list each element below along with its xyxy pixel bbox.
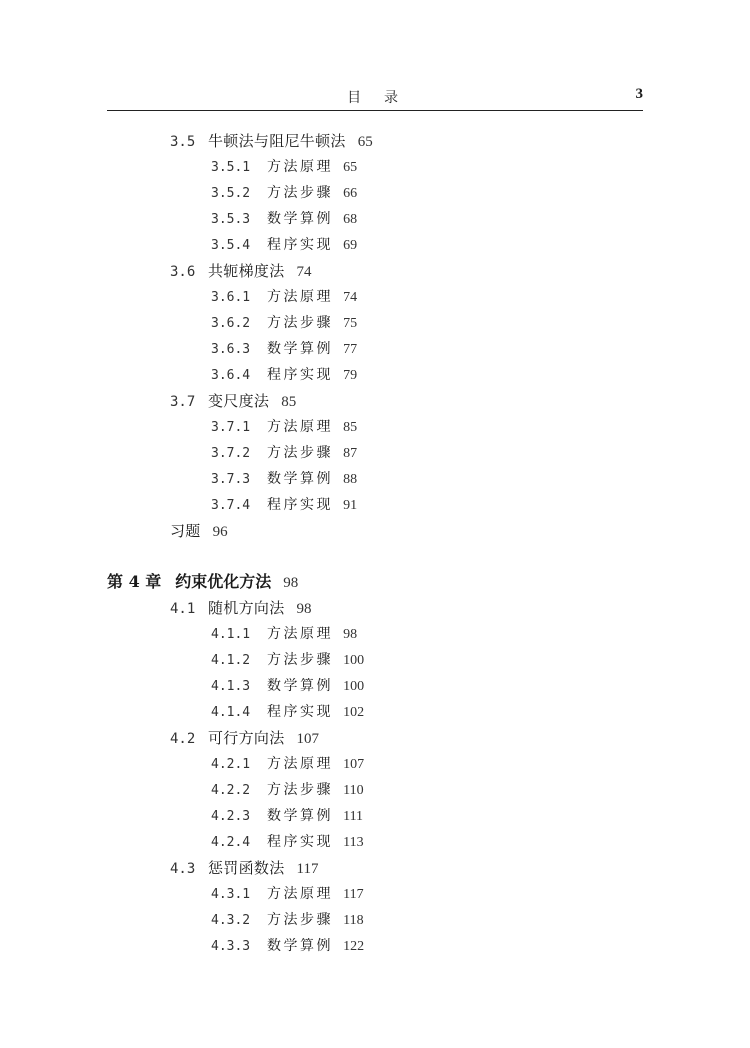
page-ref: 96 — [212, 524, 228, 540]
subsection-title: 方法原理 — [267, 289, 334, 305]
subsection-number: 4.3.2 — [211, 913, 251, 928]
subsection-title: 数学算例 — [267, 938, 334, 954]
section-number: 4.2 — [170, 731, 196, 747]
toc-entry-3-6-2[interactable] — [211, 310, 357, 336]
toc-entry-3-5-3[interactable] — [211, 206, 357, 232]
toc-entry-4-2-3[interactable] — [211, 803, 363, 829]
toc-entry-3-5-4[interactable] — [211, 232, 357, 258]
page-ref: 75 — [343, 316, 358, 331]
subsection-number: 4.2.1 — [211, 757, 251, 772]
subsection-title: 数学算例 — [267, 471, 334, 487]
subsection-number: 3.5.3 — [211, 212, 251, 227]
page-ref: 100 — [343, 679, 365, 694]
page-ref: 69 — [343, 238, 358, 253]
page-ref: 98 — [296, 601, 312, 617]
page-ref: 122 — [343, 939, 365, 954]
toc-entry-3-5-2[interactable] — [211, 180, 357, 206]
section-number: 4.1 — [170, 601, 196, 617]
page-ref: 111 — [343, 809, 364, 824]
subsection-number: 3.7.1 — [211, 420, 251, 435]
page-ref: 98 — [343, 627, 358, 642]
page-ref: 88 — [343, 472, 358, 487]
page-ref: 65 — [357, 134, 373, 150]
toc-entry-3-6-1[interactable] — [211, 284, 357, 310]
subsection-number: 4.1.4 — [211, 705, 251, 720]
page-ref: 87 — [343, 446, 358, 461]
subsection-title: 程序实现 — [267, 367, 334, 383]
page-ref: 91 — [343, 498, 358, 513]
subsection-number: 4.2.3 — [211, 809, 251, 824]
toc-entry-4-2-2[interactable] — [211, 777, 364, 803]
toc-entry-4-1[interactable] — [170, 595, 312, 621]
subsection-title: 方法原理 — [267, 419, 334, 435]
subsection-number: 4.1.2 — [211, 653, 251, 668]
subsection-title: 方法步骤 — [267, 912, 334, 928]
toc-entry-4-3-2[interactable] — [211, 907, 364, 933]
subsection-title: 程序实现 — [267, 497, 334, 513]
subsection-number: 3.7.4 — [211, 498, 251, 513]
subsection-number: 3.5.2 — [211, 186, 251, 201]
section-title: 共轭梯度法 — [208, 262, 285, 280]
subsection-number: 3.6.4 — [211, 368, 251, 383]
chapter-title: 约束优化方法 — [175, 572, 272, 591]
section-title: 惩罚函数法 — [208, 859, 285, 877]
page-ref: 98 — [283, 575, 299, 591]
running-header — [107, 86, 643, 111]
toc-entry-4-2-1[interactable] — [211, 751, 364, 777]
section-title: 牛顿法与阻尼牛顿法 — [208, 132, 346, 150]
toc-entry-chapter-4[interactable] — [107, 569, 298, 595]
subsection-title: 数学算例 — [267, 211, 334, 227]
subsection-title: 方法步骤 — [267, 185, 334, 201]
subsection-number: 3.6.1 — [211, 290, 251, 305]
section-title: 可行方向法 — [208, 729, 285, 747]
page-ref: 102 — [343, 705, 365, 720]
header-title — [107, 87, 643, 107]
exercises-title: 习题 — [170, 522, 201, 540]
section-number: 3.7 — [170, 394, 196, 410]
subsection-number: 3.5.1 — [211, 160, 251, 175]
subsection-title: 程序实现 — [267, 834, 334, 850]
page-ref: 117 — [343, 887, 364, 902]
page-ref: 107 — [296, 731, 320, 747]
section-number: 4.3 — [170, 861, 196, 877]
subsection-title: 方法步骤 — [267, 315, 334, 331]
toc-entry-exercises[interactable] — [170, 518, 228, 544]
toc-entry-3-7-3[interactable] — [211, 466, 357, 492]
header-page-number: 3 — [635, 86, 643, 102]
subsection-title: 数学算例 — [267, 678, 334, 694]
subsection-title: 方法原理 — [267, 756, 334, 772]
page-ref: 79 — [343, 368, 358, 383]
subsection-title: 程序实现 — [267, 237, 334, 253]
subsection-number: 4.1.1 — [211, 627, 251, 642]
section-number: 3.5 — [170, 134, 196, 150]
page-ref: 77 — [343, 342, 358, 357]
page-ref: 74 — [343, 290, 358, 305]
toc-entry-3-6[interactable] — [170, 258, 312, 284]
toc-entry-3-7-1[interactable] — [211, 414, 357, 440]
section-title: 随机方向法 — [208, 599, 285, 617]
page-ref: 85 — [281, 394, 297, 410]
subsection-number: 3.6.3 — [211, 342, 251, 357]
page-ref: 107 — [343, 757, 365, 772]
subsection-number: 3.5.4 — [211, 238, 251, 253]
subsection-number: 3.6.2 — [211, 316, 251, 331]
subsection-title: 方法原理 — [267, 886, 334, 902]
toc-entry-4-3-3[interactable] — [211, 933, 364, 959]
page-ref: 85 — [343, 420, 358, 435]
subsection-title: 程序实现 — [267, 704, 334, 720]
page-ref: 110 — [343, 783, 364, 798]
toc-entry-4-3[interactable] — [170, 855, 318, 881]
subsection-number: 3.7.2 — [211, 446, 251, 461]
page-ref: 66 — [343, 186, 358, 201]
toc-entry-4-3-1[interactable] — [211, 881, 364, 907]
subsection-title: 数学算例 — [267, 808, 334, 824]
subsection-title: 数学算例 — [267, 341, 334, 357]
subsection-title: 方法原理 — [267, 626, 334, 642]
subsection-title: 方法步骤 — [267, 445, 334, 461]
subsection-number: 4.1.3 — [211, 679, 251, 694]
subsection-title: 方法原理 — [267, 159, 334, 175]
page-ref: 68 — [343, 212, 358, 227]
toc-entry-3-5[interactable] — [170, 128, 373, 154]
toc-entry-4-1-3[interactable] — [211, 673, 364, 699]
subsection-number: 4.3.1 — [211, 887, 251, 902]
toc-entry-3-7-4[interactable] — [211, 492, 357, 518]
subsection-number: 4.2.2 — [211, 783, 251, 798]
toc-entry-4-1-2[interactable] — [211, 647, 364, 673]
toc-entry-3-5-1[interactable] — [211, 154, 357, 180]
toc-entry-3-7[interactable] — [170, 388, 296, 414]
subsection-title: 方法步骤 — [267, 652, 334, 668]
toc-entry-4-1-1[interactable] — [211, 621, 357, 647]
page-ref: 100 — [343, 653, 365, 668]
page-ref: 113 — [343, 835, 364, 850]
chapter-label: 第 4 章 — [107, 572, 162, 591]
page-ref: 117 — [296, 861, 319, 877]
subsection-number: 4.2.4 — [211, 835, 251, 850]
subsection-number: 4.3.3 — [211, 939, 251, 954]
header-title-left: 目 — [347, 90, 366, 106]
page-ref: 74 — [296, 264, 312, 280]
toc-entry-4-2-4[interactable] — [211, 829, 364, 855]
toc-entry-3-6-4[interactable] — [211, 362, 357, 388]
toc-entry-4-1-4[interactable] — [211, 699, 364, 725]
subsection-title: 方法步骤 — [267, 782, 334, 798]
subsection-number: 3.7.3 — [211, 472, 251, 487]
section-title: 变尺度法 — [208, 392, 270, 410]
page-ref: 65 — [343, 160, 358, 175]
toc-entry-3-7-2[interactable] — [211, 440, 357, 466]
page-ref: 118 — [343, 913, 364, 928]
toc-entry-3-6-3[interactable] — [211, 336, 357, 362]
header-title-right: 录 — [384, 90, 403, 106]
toc-entry-4-2[interactable] — [170, 725, 319, 751]
section-number: 3.6 — [170, 264, 196, 280]
